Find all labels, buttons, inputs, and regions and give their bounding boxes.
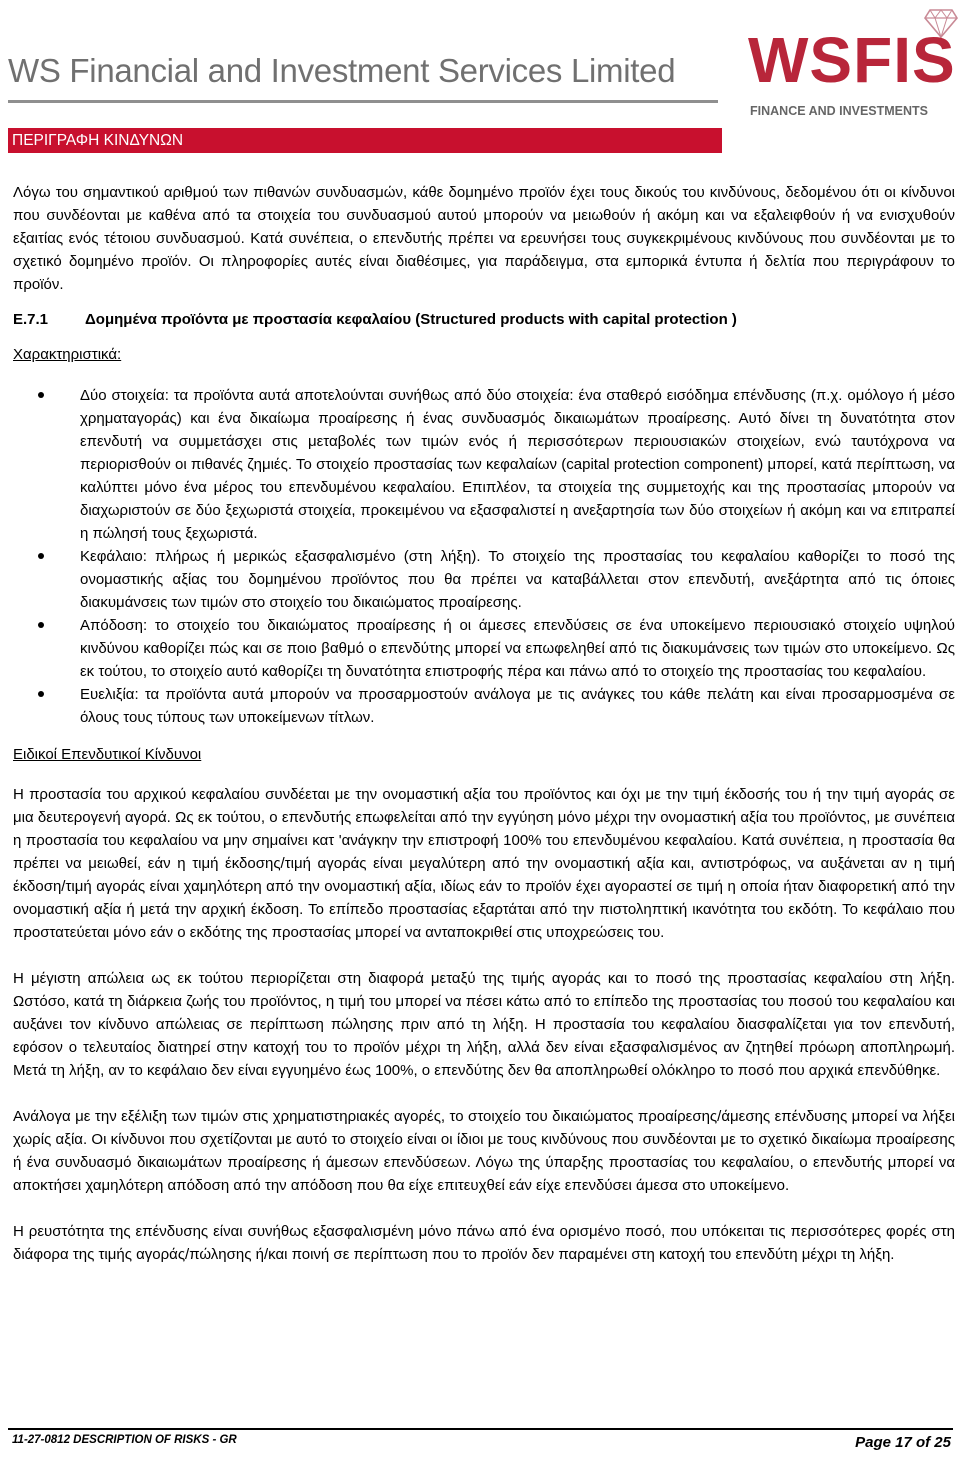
specific-risks-label: Ειδικοί Επενδυτικοί Κίνδυνοι (13, 746, 202, 763)
list-item: Κεφάλαιο: πλήρως ή μερικώς εξασφαλισμένο (στη λήξη). Το στοιχείο της προστασίας του κεφαλαίου καθορίζει το ποσό της ονομαστικής αξίας του δομημένου προϊόντος που θα πρέπει να καταβάλλεται στον επενδυτή, ανεξάρτητα από τις όποιες διακυμάνσεις των τιμών στο στοιχείο του δικαιώματος προαίρεσης. (80, 545, 955, 614)
list-item: Δύο στοιχεία: τα προϊόντα αυτά αποτελούνται συνήθως από δύο στοιχεία: ένα σταθερό εισόδημα επένδυσης (π.χ. ομόλογο ή μέσο χρηματαγοράς) και ένα δικαίωμα προαίρεσης ή ένας συνδυασμός δικαιωμάτων προαίρεσης. Αυτό δίνει τη δυνατότητα στον επενδυτή να συμμετάσχει στις μεταβολές των τιμών ενός ή περισσότερων περιουσιακών στοιχείων, ενώ ταυτόχρονα να περιορισθούν οι πιθανές ζημιές. Το στοιχείο προστασίας των κεφαλαίων (capital protection component) μπορεί, κατά περίπτωση, να καλύπτει μόνο ένα μέρος του επενδυμένου κεφαλαίου. Επιπλέον, τα στοιχεία της συμμετοχής και της προστασίας μπορούν να διαχωριστούν σε δύο ξεχωριστά στοιχεία, προκειμένου να εξασφαλιστεί η ανεξαρτησία των δύο στοιχείων ή ακόμη και να επιτραπεί η πώλησή τους ξεχωριστά. (80, 384, 955, 545)
footer-divider (8, 1428, 953, 1430)
page-number: Page 17 of 25 (855, 1434, 951, 1451)
page-header (0, 0, 960, 125)
logo-text: WSFIS (748, 24, 956, 96)
page-footer (8, 1428, 953, 1451)
body-paragraph: Η ρευστότητα της επένδυσης είναι συνήθως εξασφαλισμένη μόνο πάνω από ένα ορισμένο ποσό, που υπόκειται τις περισσότερες φορές στη διάφορα της τιμής αγοράς/πώλησης ή/και ποινή σε περίπτωση που το προϊόν δεν παραμένει στη κατοχή του επενδύτη μέχρι τη λήξη. (13, 1223, 955, 1263)
document-body (13, 181, 955, 1266)
intro-paragraph: Λόγω του σημαντικού αριθμού των πιθανών συνδυασμών, κάθε δομημένο προϊόν έχει τους δικούς του κινδύνους, δεδομένου ότι οι κίνδυνοι που συνδέονται με καθένα από τα στοιχεία του συνδυασμού αυτού μπορούν να μειωθούν ή ακόμη και να εξαλειφθούν ή να ενισχυθούν εξαιτίας ενός τέτοιου συνδυασμού. Κατά συνέπεια, ο επενδυτής πρέπει να ερευνήσει τους συγκεκριμένους κινδύνους που συνδέονται με το σχετικό δομημένο προϊόν. Οι πληροφορίες αυτές είναι διαθέσιμες, για παράδειγμα, στα εμπορικά έντυπα ή δελτία που περιγράφουν το προϊόν. (13, 184, 955, 293)
body-paragraph: Ανάλογα με την εξέλιξη των τιμών στις χρηματιστηριακές αγορές, το στοιχείο του δικαιώματος προαίρεσης/άμεσης επένδυσης μπορεί να λήξει χωρίς αξία. Οι κίνδυνοι που σχετίζονται με αυτό το στοιχείο είναι οι ίδιοι με τους κινδύνους που συνδέονται με το σχετικό δικαίωμα προαίρεσης ή ένα συνδυασμό δικαιωμάτων προαίρεσης ή άμεσων επενδύσεων. Λόγω της ύπαρξης προστασίας του κεφαλαίου, ο επενδυτής μπορεί να αποκτήσει χαμηλότερη απόδοση από την απόδοση που θα είχε επιτευχθεί εάν είχε επενδύσει άμεσα στο υποκείμενο. (13, 1108, 955, 1194)
section-title: ΠΕΡΙΓΡΑΦΗ ΚΙΝΔΥΝΩΝ (8, 128, 722, 153)
header-divider (8, 100, 718, 103)
list-item: Απόδοση: το στοιχείο του δικαιώματος προαίρεσης ή οι άμεσες επενδύσεις σε ένα υποκείμενο περιουσιακό στοιχείο υψηλού κινδύνου καθορίζει πώς και σε ποιο βαθμό ο επενδύτης μπορεί να επωφεληθεί από τις διακυμάνσεις των τιμών στο υποκείμενο. Ως εκ τούτου, το στοιχείο αυτό καθορίζει τη δυνατότητα επιστροφής πέρα και πάνω από το στοιχείο της προστασίας του κεφαλαίου. (80, 614, 955, 683)
company-name: WS Financial and Investment Services Limited (8, 52, 676, 89)
body-paragraph: Η προστασία του αρχικού κεφαλαίου συνδέεται με την ονομαστική αξία του προϊόντος και όχι με την τιμή έκδοσής του ή την τιμή αγοράς σε μια δευτερογενή αγορά. Ως εκ τούτου, ο επενδυτής επωφελείται από την εγγύηση μόνο μέχρι την ονομαστική αξία του προϊόντος, με συνέπεια η προστασία του κεφαλαίου να μην σημαίνει κατ 'ανάγκην την επιστροφή 100% του επενδυμένου κεφαλαίου. Κατά συνέπεια, η προστασία θα πρέπει να μειωθεί, εάν η τιμή έκδοσης/τιμή αγοράς είναι μεγαλύτερη από την ονομαστική αξία και, αντιστρόφως, να αυξάνεται αν η τιμή έκδοση/τιμή αγοράς είναι χαμηλότερη από την ονομαστική αξία, ιδίως εάν το προϊόν έχει αγοραστεί σε τιμή η οποία ήταν διαφορετική από την ονομαστική αξία ή μετά την αρχική έκδοση. Το επίπεδο προστασίας εξαρτάται από την πιστοληπτική ικανότητα του εκδότη. Το κεφάλαιο που προστατεύεται μόνο εάν ο εκδότης της προστασίας μπορεί να ανταποκριθεί στις υποχρεώσεις του. (13, 786, 955, 941)
wsfis-logo (748, 8, 958, 120)
characteristics-list (13, 384, 955, 729)
body-paragraph: Η μέγιστη απώλεια ως εκ τούτου περιορίζεται στη διαφορά μεταξύ της τιμής αγοράς και το ποσό της προστασίας κεφαλαίου στη λήξη. Ωστόσο, κατά τη διάρκεια ζωής του προϊόντος, η τιμή του μπορεί να πέσει κάτω από το επίπεδο της προστασίας του ποσού του κεφαλαίου και αυξάνει τον κίνδυνο απώλειας σε περίπτωση πώλησης πριν από τη λήξη. Η προστασία του κεφαλαίου διασφαλίζεται για τον επενδυτή, εφόσον ο τελευταίος διατηρεί στην κατοχή του το προϊόν μέχρι τη λήξη, αλλά δεν είναι εξασφαλισμένος αν ζητηθεί πρόωρη αποπληρωμή. Μετά τη λήξη, αν το κεφάλαιο δεν είναι εγγυημένο έως 100%, ο επενδύτης δεν θα αποπληρωθεί ολόκληρο το ποσό που αρχικά επενδύθηκε. (13, 970, 955, 1079)
heading-title: Δομημένα προϊόντα με προστασία κεφαλαίου (Structured products with capital protection ) (85, 311, 737, 328)
section-heading (13, 308, 955, 331)
list-item: Ευελιξία: τα προϊόντα αυτά μπορούν να προσαρμοστούν ανάλογα με τις ανάγκες του κάθε πελάτη και είναι προσαρμοσμένα σε όλους τους τύπους των υποκείμενων τίτλων. (80, 683, 955, 729)
document-reference: 11-27-0812 DESCRIPTION OF RISKS - GR (12, 1434, 237, 1446)
heading-number: E.7.1 (13, 311, 49, 328)
characteristics-label: Χαρακτηριστικά: (13, 346, 122, 363)
logo-tagline: FINANCE AND INVESTMENTS (750, 104, 929, 118)
